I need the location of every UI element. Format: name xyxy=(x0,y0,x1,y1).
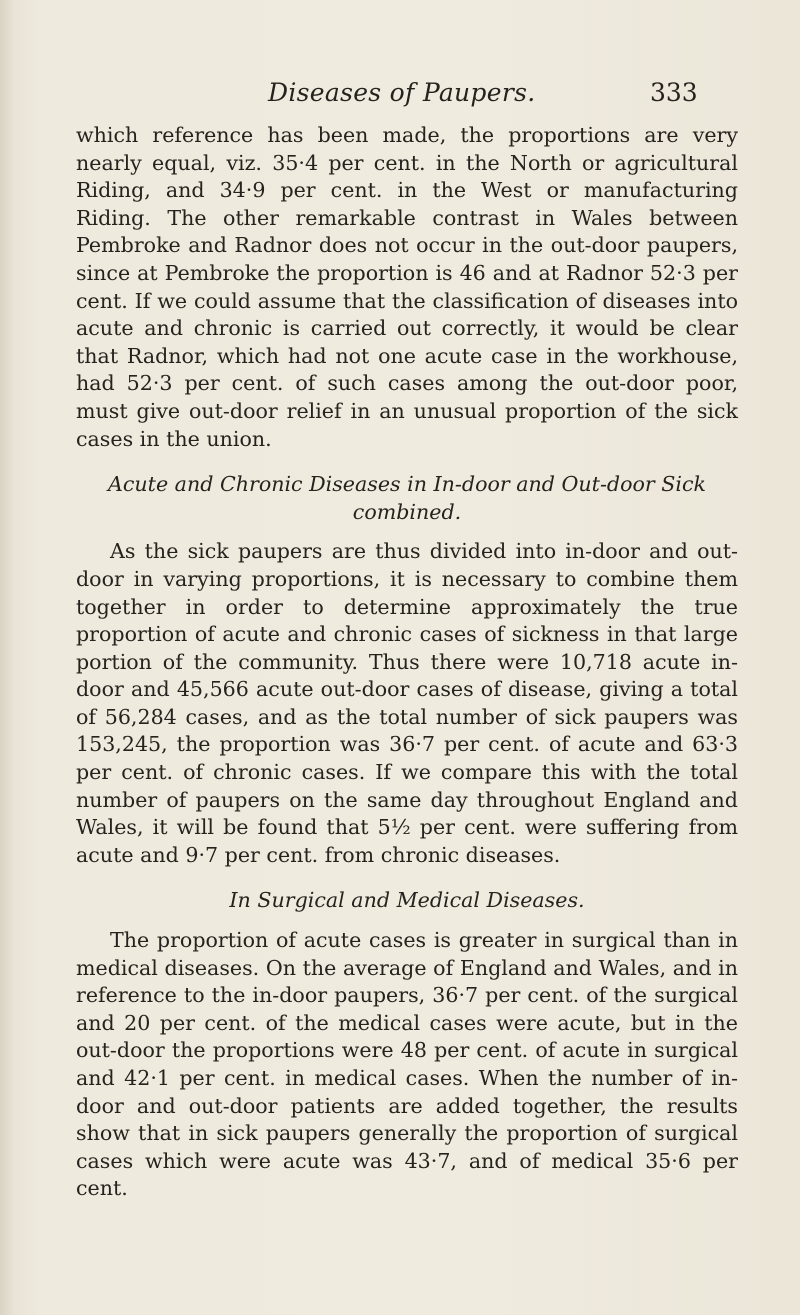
running-head xyxy=(0,78,800,118)
paragraph-combined: As the sick paupers are thus divided into in-door and out-door in varying proportions, it is necessary to combine them together in order to determine approximately the true proportion of acute and chronic cases of sickness in that large portion of the community. Thus there were 10,718 acute in-door and 45,566 acute out-door cases of disease, giving a total of 56,284 cases, and as the total number of sick paupers was 153,245, the proportion was 36·7 per cent. of acute and 63·3 per cent. of chronic cases. If we compare this with the total number of paupers on the same day throughout England and Wales, it will be found that 5½ per cent. were suffering from acute and 9·7 per cent. from chronic diseases. xyxy=(76,539,738,867)
section-heading-line-1: Acute and Chronic Diseases in In-door and Out-door Sick xyxy=(108,472,706,497)
text-block xyxy=(76,122,738,1203)
section-heading-surgical-medical: In Surgical and Medical Diseases. xyxy=(229,888,585,913)
running-title: Diseases of Paupers. xyxy=(268,78,536,107)
section-heading-acute-chronic xyxy=(76,471,738,526)
section-heading-line-2: combined. xyxy=(352,499,462,524)
page-number: 333 xyxy=(650,78,698,107)
paragraph-continued: which reference has been made, the proportions are very nearly equal, viz. 35·4 per cent. in the North or agricultural Riding, and 34·9 per cent. in the West or manufacturing Riding. The other remarkable contrast in Wales between Pembroke and Radnor does not occur in the out-door paupers, since at Pembroke the proportion is 46 and at Radnor 52·3 per cent. If we could assume that the classification of diseases into acute and chronic is carried out correctly, it would be clear that Radnor, which had not one acute case in the workhouse, had 52·3 per cent. of such cases among the out-door poor, must give out-door relief in an unusual proportion of the sick cases in the union. xyxy=(76,123,738,451)
paragraph-surgical-medical: The proportion of acute cases is greater in surgical than in medical diseases. On the average of England and Wales, and in reference to the in-door paupers, 36·7 per cent. of the surgical and 20 per cent. of the medical cases were acute, but in the out-door the proportions were 48 per cent. of acute in surgical and 42·1 per cent. in medical cases. When the number of in-door and out-door patients are added together, the results show that in sick paupers generally the proportion of surgical cases which were acute was 43·7, and of medical 35·6 per cent. xyxy=(76,928,738,1201)
